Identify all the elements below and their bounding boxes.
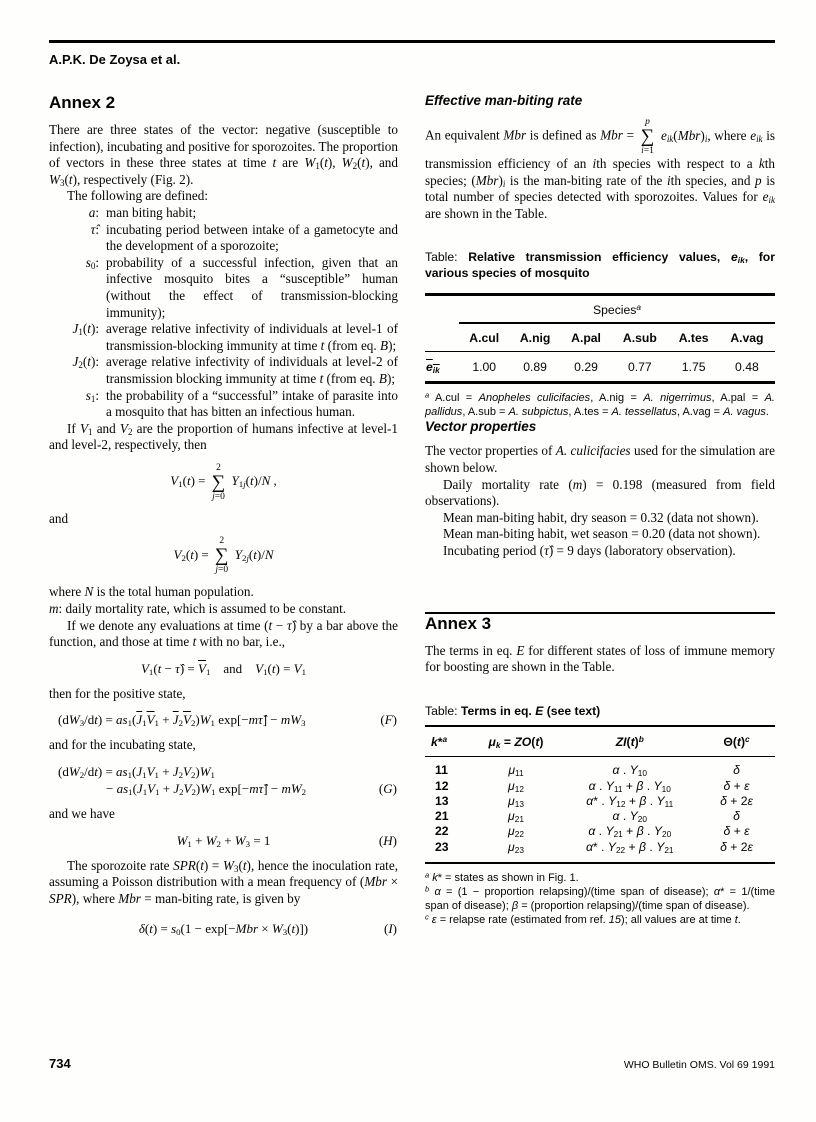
definition-text: the probability of a “successful” intake of parasite into a mosquito that has bitten an infectious human. (106, 387, 398, 420)
efficiency-value: 1.75 (681, 360, 706, 375)
equation-label-G: (G) (378, 781, 397, 797)
efficiency-value: 0.48 (735, 360, 759, 375)
vector-property-item: Incubating period (τ̂) = 9 days (laboratory observation). (443, 542, 736, 558)
table2-cell: α . $Y_{20}$ (612, 809, 647, 824)
table1-footnote: $^a$ A.cul = Anopheles culicifacies, A.nig = A. nigerrimus, A.pal = A. pallidus, A.sub = A. subpictus, A.tes = A. tessellatus, A.vag = A. vagus. (425, 390, 775, 419)
right-column (425, 93, 775, 946)
efficiency-value: 0.89 (523, 360, 547, 375)
efficiency-value: 1.00 (472, 360, 497, 375)
table-row (425, 824, 775, 839)
paragraph-sporozoite-rate: The sporozoite rate $SPR(t) = W_3(t)$, hence the inoculation rate, assuming a Poisson distribution with a mean frequency of (Mbr × SPR), where Mbr = man-biting rate, is given by (49, 857, 399, 906)
equation-v1: $V_1(t)$ = 2 ∑ j=0 $Y_{1j}(t)/N$ , (170, 462, 277, 502)
eq-e-terms-table (425, 725, 775, 864)
definition-list (49, 205, 398, 421)
table-row (425, 840, 775, 863)
column-header: A.pal (561, 323, 611, 352)
equation-v2: $V_2(t)$ = 2 ∑ j=0 $Y_{2j}(t)/N$ (173, 536, 274, 576)
table2-cell: δ (733, 809, 740, 824)
table2-cell: α . $Y_{21} + \beta$ . $Y_{20}$ (588, 824, 672, 840)
two-column-layout (49, 93, 775, 946)
table2-footnote: $^a$ k* = states as shown in Fig. 1. (425, 870, 579, 884)
definition-term: τ̂: (90, 221, 99, 237)
paragraph-incubating-state: and for the incubating state, (49, 737, 196, 753)
equation-G: $(dW_2/dt) = as_1(J_1V_1 + J_2V_2)W_1$ − $as_1(J_1V_1 + J_2V_2)W_1$ exp[−mτ̂] − $mW_2$ (G) (58, 764, 397, 797)
efficiency-value: 0.29 (574, 360, 598, 375)
connector-and: and (49, 510, 69, 526)
table2-cell: 13 (435, 793, 449, 808)
table2-cell: 23 (435, 839, 449, 854)
table2-cell: δ + ε (723, 824, 750, 839)
table-row (425, 794, 775, 809)
page-footer (49, 1056, 775, 1071)
annex2-intro-paragraph: There are three states of the vector: negative (susceptible to infection), incubating and positive for sporozoites. The proportion of vectors in these three states at time t are $W_1(t)$, $W_2(t)$, and $W_3(t)$, respectively (Fig. 2). (49, 122, 398, 188)
definition-text: incubating period between intake of a gametocyte and the development of a sporozoite; (106, 221, 398, 254)
table2-cell: α* . $Y_{12} + \beta$ . $Y_{11}$ (586, 793, 674, 809)
table2-cell: δ + 2ε (720, 793, 753, 808)
equation-label-I: (I) (383, 921, 397, 937)
sigma-symbol: ∑ (215, 545, 229, 567)
vector-property-item: Mean man-biting habit, wet season = 0.20 (data not shown). (443, 526, 761, 542)
column-header: A.cul (459, 323, 509, 352)
table2-cell: 11 (435, 763, 448, 778)
table2-cell: $\mu_{22}$ (508, 824, 524, 840)
page-number: 734 (49, 1056, 71, 1071)
equation-bar-notation: $V_1(t$ − τ̂) = $\overline{V}_1$ and $V_1(t) = V_1$ (140, 660, 307, 677)
table2-cell: δ + 2ε (720, 839, 753, 854)
table2-cell: $\mu_{23}$ (508, 839, 524, 855)
table2-cell: δ (733, 763, 740, 778)
table2-cell: 12 (435, 778, 449, 793)
effective-mbr-heading: Effective man-biting rate (425, 93, 583, 108)
summation: p ∑ i=1 (640, 117, 655, 156)
table2-cell: α . $Y_{10}$ (612, 763, 647, 779)
equation-label-F: (F) (380, 712, 397, 728)
annex3-heading: Annex 3 (425, 613, 492, 633)
definition-term: $s_1$: (85, 387, 99, 404)
paragraph-where-n: where N is the total human population. (49, 584, 254, 600)
paragraph-positive-state: then for the positive state, (49, 685, 186, 701)
column-header: $\mu_k = ZO(t)$ (471, 726, 562, 757)
equation-F: $(dW_3/dt) = as_1(\overline{J}_1\overline{V}_1 + \overline{J}_2\overline{V}_2)W_1$ exp[−mτ̂] − $mW_3$ (F) (58, 712, 397, 729)
transmission-efficiency-table (425, 293, 775, 384)
definition-text: average relative infectivity of individuals at level-2 of transmission blocking immunity at time t (from eq. B); (106, 354, 398, 386)
annex2-heading: Annex 2 (49, 93, 116, 112)
table2-cell: $\mu_{11}$ (508, 763, 524, 779)
paragraph-we-have: and we have (49, 806, 115, 822)
column-header: A.sub (611, 323, 668, 352)
running-head-author: A.P.K. De Zoysa et al. (49, 52, 181, 67)
table1-block (425, 250, 775, 419)
equation-I: $\delta(t) = s_0(1 - \exp[-Mbr \times W_3(t)])$ (I) (138, 921, 397, 938)
table2-cell: $\mu_{21}$ (508, 809, 524, 824)
paragraph-mortality: m: daily mortality rate, which is assumed to be constant. (49, 601, 347, 617)
column-header: k*$^a$ (425, 726, 471, 757)
vector-property-item: Mean man-biting habit, dry season = 0.32 (data not shown). (443, 509, 759, 525)
table-row (425, 352, 775, 383)
paragraph-if-v1-v2: If $V_1$ and $V_2$ are the proportion of humans infective at level-1 and level-2, respectively, then (49, 420, 398, 453)
table-row (425, 779, 775, 794)
species-group-header: Species$^a$ (459, 295, 775, 324)
effective-mbr-paragraph: An equivalent Mbr is defined as Mbr = p ∑ i=1 $e_{ik}(Mbr)_i$, where $e_{ik}$ is transmission efficiency of an ith species with respect to a kth species; $(Mbr)_i$ is the man-biting rate of the ith species, and p is total number of species detected with sporozoites. Values for $e_{ik}$ are shown in the Table. (425, 117, 776, 221)
table1-caption: Table: Relative transmission efficiency values, $e_{ik}$, for various species of mosquito (425, 250, 775, 280)
column-header: A.vag (719, 323, 775, 352)
header-rule (49, 40, 775, 43)
table-row (425, 809, 775, 824)
table2-cell: α* . $Y_{22} + \beta$ . $Y_{21}$ (585, 839, 674, 855)
table2-cell: $\mu_{12}$ (508, 778, 524, 794)
vector-property-item: Daily mortality rate (m) = 0.198 (measured from field observations). (425, 476, 775, 509)
annex3-paragraph: The terms in eq. E for different states of loss of immune memory for boosting are shown in the Table. (425, 642, 775, 675)
table2-cell: 22 (435, 824, 449, 839)
vector-properties-heading: Vector properties (425, 419, 537, 435)
table2-cell: δ + ε (723, 778, 750, 793)
definitions-intro: The following are defined: (67, 188, 208, 204)
definition-term: $J_2(t)$: (72, 354, 99, 371)
column-header: A.nig (509, 323, 561, 352)
column-header: A.tes (668, 323, 718, 352)
definition-text: average relative infectivity of individuals at level-1 of transmission-blocking immunity at time t (from eq. B); (106, 321, 398, 353)
journal-name: WHO Bulletin OMS. Vol 69 1991 (623, 1059, 775, 1071)
sigma-symbol: ∑ (640, 126, 655, 147)
efficiency-value: 0.77 (627, 360, 652, 375)
definition-text: probability of a successful infection, given that an infective mosquito bites a “susceptible” human (without the effect of transmission-blocking immunity); (106, 254, 398, 320)
definition-text: man biting habit; (106, 204, 197, 220)
column-header: $\Theta(t)^c$ (698, 726, 775, 757)
row-label-eik: $e_{ik}$ (426, 360, 440, 376)
left-column (49, 93, 398, 946)
table-row (425, 757, 775, 779)
paragraph-denote: If we denote any evaluations at time (t − τ̂) by a bar above the function, and those at time t with no bar, i.e., (49, 617, 399, 650)
definition-term: $s_0$: (85, 254, 99, 271)
equation-H: $W_1 + W_2 + W_3 = 1$ (H) (176, 832, 397, 849)
table2-cell: α . $Y_{11} + \beta$ . $Y_{10}$ (588, 778, 671, 794)
table2-footnote: $^b$ α = (1 − proportion relapsing)/(time span of disease); α* = 1/(time span of disease); β = (proportion relapsing)/(time span of disease). (425, 884, 775, 912)
table2-block (425, 704, 775, 927)
equation-label-H: (H) (378, 832, 397, 848)
definition-term: $J_1(t)$: (72, 321, 99, 338)
table2-cell: 21 (435, 809, 449, 824)
definition-term: a: (88, 204, 99, 220)
summation: 2 ∑ j=0 (215, 536, 229, 576)
summation: 2 ∑ j=0 (211, 462, 226, 502)
sigma-symbol: ∑ (211, 471, 226, 493)
table2-cell: $\mu_{13}$ (508, 793, 524, 809)
table2-caption: Table: Terms in eq. E (see text) (425, 703, 601, 718)
column-header: $ZI(t)^b$ (562, 726, 699, 757)
vector-properties-paragraph: The vector properties of A. culicifacies used for the simulation are shown below. (425, 443, 776, 475)
table2-footnote: $^c$ ε = relapse rate (estimated from ref. 15); all values are at time t. (425, 912, 741, 926)
